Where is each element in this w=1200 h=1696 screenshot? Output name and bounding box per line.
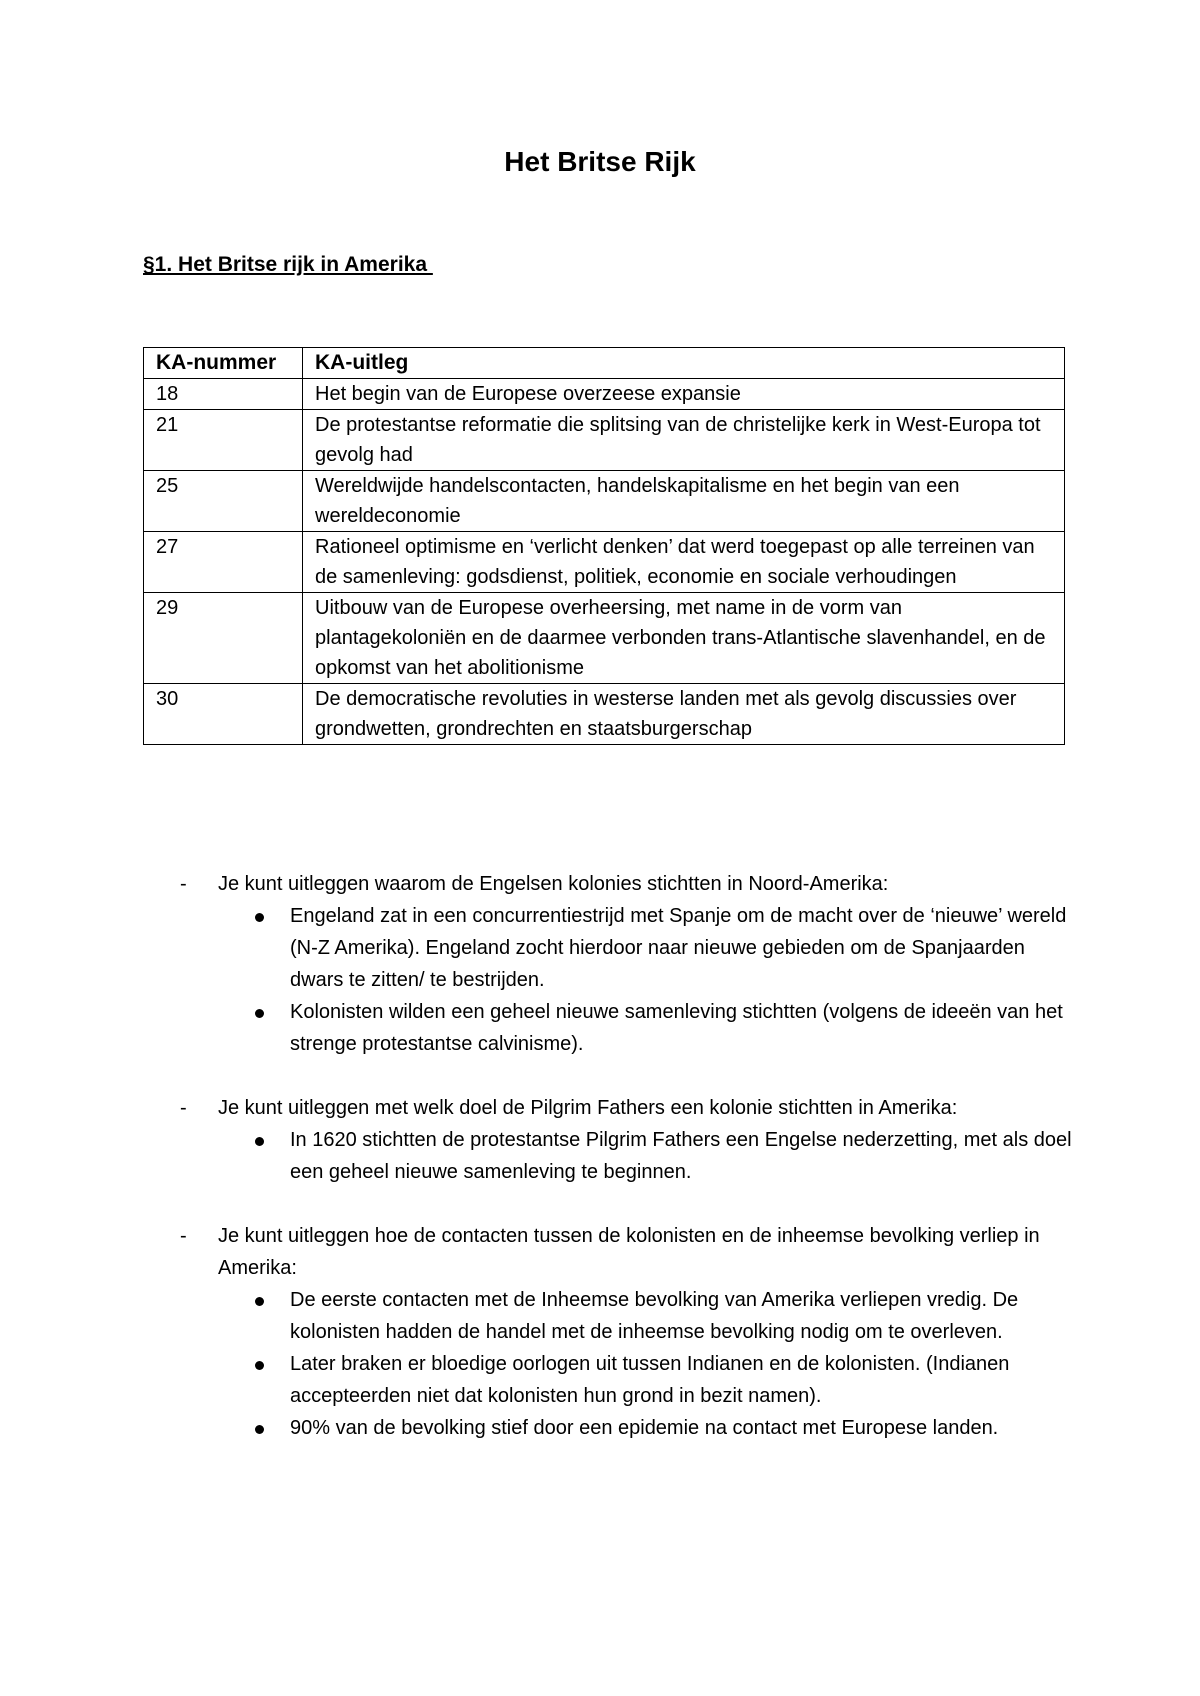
ka-text-cell: Rationeel optimisme en ‘verlicht denken’ dat werd toegepast op alle terreinen van de samenleving: godsdienst, politiek, economie en sociale verhoudingen — [303, 532, 1065, 593]
page-title: Het Britse Rijk — [504, 146, 696, 177]
dash-marker: - — [180, 873, 187, 895]
learning-goals-list — [180, 868, 1080, 1476]
column-header-ka-nummer: KA-nummer — [144, 348, 303, 379]
bullet-text: Engeland zat in een concurrentiestrijd met Spanje om de macht over de ‘nieuwe’ wereld (N-Z Amerika). Engeland zocht hierdoor naar nieuwe gebieden om de Spanjaarden dwars te zitten/ te bestrijden. — [290, 905, 1067, 991]
bullet-dot-icon — [255, 1361, 264, 1370]
table-row — [144, 471, 1065, 532]
bullet-text: Kolonisten wilden een geheel nieuwe samenleving stichtten (volgens de ideeën van het strenge protestantse calvinisme). — [290, 1001, 1063, 1055]
goal-item — [180, 1092, 1080, 1124]
bullet-text: In 1620 stichtten de protestantse Pilgrim Fathers een Engelse nederzetting, met als doel een geheel nieuwe samenleving te beginnen. — [290, 1129, 1072, 1183]
bullet-point — [180, 1284, 1080, 1348]
ka-text-cell: Het begin van de Europese overzeese expansie — [303, 379, 1065, 410]
table-row — [144, 593, 1065, 684]
bullet-point — [180, 996, 1080, 1060]
column-header-ka-uitleg: KA-uitleg — [303, 348, 1065, 379]
learning-goal — [180, 1220, 1080, 1444]
ka-number-cell: 29 — [144, 593, 303, 684]
dash-marker: - — [180, 1097, 187, 1119]
bullet-text: De eerste contacten met de Inheemse bevolking van Amerika verliepen vredig. De kolonisten hadden de handel met de inheemse bevolking nodig om te overleven. — [290, 1289, 1019, 1343]
ka-text-cell: Uitbouw van de Europese overheersing, met name in de vorm van plantagekoloniën en de daarmee verbonden trans-Atlantische slavenhandel, en de opkomst van het abolitionisme — [303, 593, 1065, 684]
bullet-point — [180, 1412, 1080, 1444]
learning-goal — [180, 868, 1080, 1060]
table-row — [144, 379, 1065, 410]
section-heading: §1. Het Britse rijk in Amerika — [143, 253, 433, 276]
goal-item — [180, 1220, 1080, 1284]
goal-text: Je kunt uitleggen hoe de contacten tussen de kolonisten en de inheemse bevolking verliep in Amerika: — [218, 1225, 1040, 1279]
dash-marker: - — [180, 1225, 187, 1247]
bullet-point — [180, 900, 1080, 996]
goal-item — [180, 868, 1080, 900]
ka-table — [143, 347, 1065, 745]
learning-goal — [180, 1092, 1080, 1188]
ka-number-cell: 18 — [144, 379, 303, 410]
goal-text: Je kunt uitleggen waarom de Engelsen kolonies stichtten in Noord-Amerika: — [218, 873, 889, 895]
bullet-dot-icon — [255, 913, 264, 922]
ka-text-cell: Wereldwijde handelscontacten, handelskapitalisme en het begin van een wereldeconomie — [303, 471, 1065, 532]
table-row — [144, 532, 1065, 593]
bullet-dot-icon — [255, 1009, 264, 1018]
table-row — [144, 684, 1065, 745]
ka-number-cell: 30 — [144, 684, 303, 745]
bullet-dot-icon — [255, 1137, 264, 1146]
bullet-dot-icon — [255, 1425, 264, 1434]
ka-number-cell: 25 — [144, 471, 303, 532]
bullet-point — [180, 1348, 1080, 1412]
bullet-text: Later braken er bloedige oorlogen uit tussen Indianen en de kolonisten. (Indianen accepteerden niet dat kolonisten hun grond in bezit namen). — [290, 1353, 1010, 1407]
table-row — [144, 410, 1065, 471]
bullet-text: 90% van de bevolking stief door een epidemie na contact met Europese landen. — [290, 1417, 999, 1439]
ka-number-cell: 21 — [144, 410, 303, 471]
goal-text: Je kunt uitleggen met welk doel de Pilgrim Fathers een kolonie stichtten in Amerika: — [218, 1097, 958, 1119]
table-header-row — [144, 348, 1065, 379]
ka-number-cell: 27 — [144, 532, 303, 593]
ka-text-cell: De protestantse reformatie die splitsing van de christelijke kerk in West-Europa tot gevolg had — [303, 410, 1065, 471]
bullet-dot-icon — [255, 1297, 264, 1306]
ka-text-cell: De democratische revoluties in westerse landen met als gevolg discussies over grondwetten, grondrechten en staatsburgerschap — [303, 684, 1065, 745]
bullet-point — [180, 1124, 1080, 1188]
